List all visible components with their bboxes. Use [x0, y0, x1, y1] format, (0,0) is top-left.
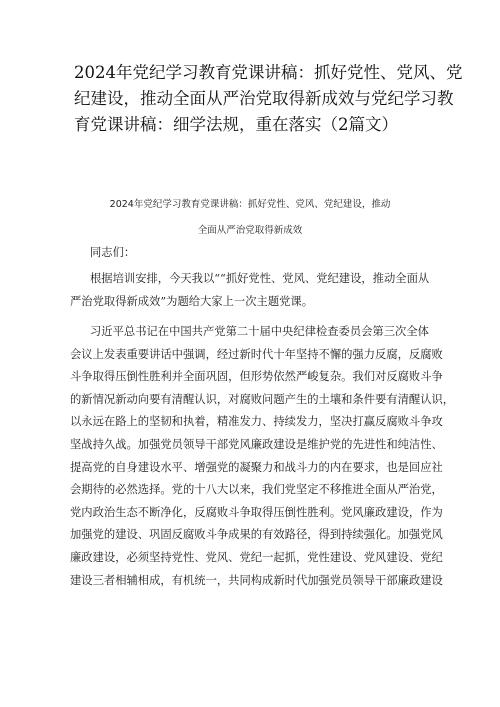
paragraph-line: 会期待的必然选择。党的十八大以来，我们党坚定不移推进全面从严治党， — [70, 483, 443, 497]
paragraph-line: 廉政建设，必须坚持党性、党风、党纪一起抓，党性建设、党风建设、党纪 — [70, 550, 443, 564]
paragraph-line: 会议上发表重要讲话中强调，经过新时代十年坚持不懈的强力反腐，反腐败 — [70, 347, 443, 361]
paragraph-1 — [70, 268, 442, 313]
paragraph-line: 建设三者相辅相成，有机统一，共同构成新时代加强党员领导干部廉政建设 — [70, 573, 443, 587]
article-title-line: 2024年党纪学习教育党课讲稿：抓好党性、党风、党纪建设，推动 — [109, 199, 391, 210]
article-title-line: 全面从严治党取得新成效 — [197, 225, 303, 236]
paragraph-line: 的新情况新动向要有清醒认识，对腐败问题产生的土壤和条件要有清醒认识， — [70, 392, 455, 406]
paragraph-line: 习近平总书记在中国共产党第二十届中央纪律检查委员会第三次全体 — [90, 325, 429, 338]
paragraph-line: 严治党取得新成效”为题给大家上一次主题党课。 — [70, 294, 314, 308]
paragraph-line: 以永远在路上的坚韧和执着，精准发力、持续发力，坚决打赢反腐败斗争攻 — [70, 415, 443, 429]
paragraph-line: 加强党的建设、巩固反腐败斗争成果的有效路径，得到持续强化。加强党风 — [70, 528, 443, 542]
greeting: 同志们： — [90, 246, 136, 259]
title-line: 2024年党纪学习教育党课讲稿：抓好党性、党风、党 — [74, 63, 463, 82]
title-line: 纪建设，推动全面从严治党取得新成效与党纪学习教 — [74, 89, 454, 108]
title-line: 育党课讲稿：细学法规，重在落实（2篇文） — [74, 115, 398, 134]
paragraph-line: 坚战持久战。加强党员领导干部党风廉政建设是维护党的先进性和纯洁性、 — [70, 437, 443, 451]
paragraph-line: 斗争取得压倒性胜利并全面巩固，但形势依然严峻复杂。我们对反腐败斗争 — [70, 370, 443, 384]
paragraph-line: 党内政治生态不断净化，反腐败斗争取得压倒性胜利。党风廉政建设，作为 — [70, 505, 443, 519]
paragraph-2 — [70, 321, 455, 592]
paragraph-line: 根据培训安排，今天我以““抓好党性、党风、党纪建设，推动全面从 — [90, 272, 430, 285]
paragraph-line: 提高党的自身建设水平、增强党的凝聚力和战斗力的内在要求，也是回应社 — [70, 460, 443, 474]
document-title — [74, 60, 463, 138]
